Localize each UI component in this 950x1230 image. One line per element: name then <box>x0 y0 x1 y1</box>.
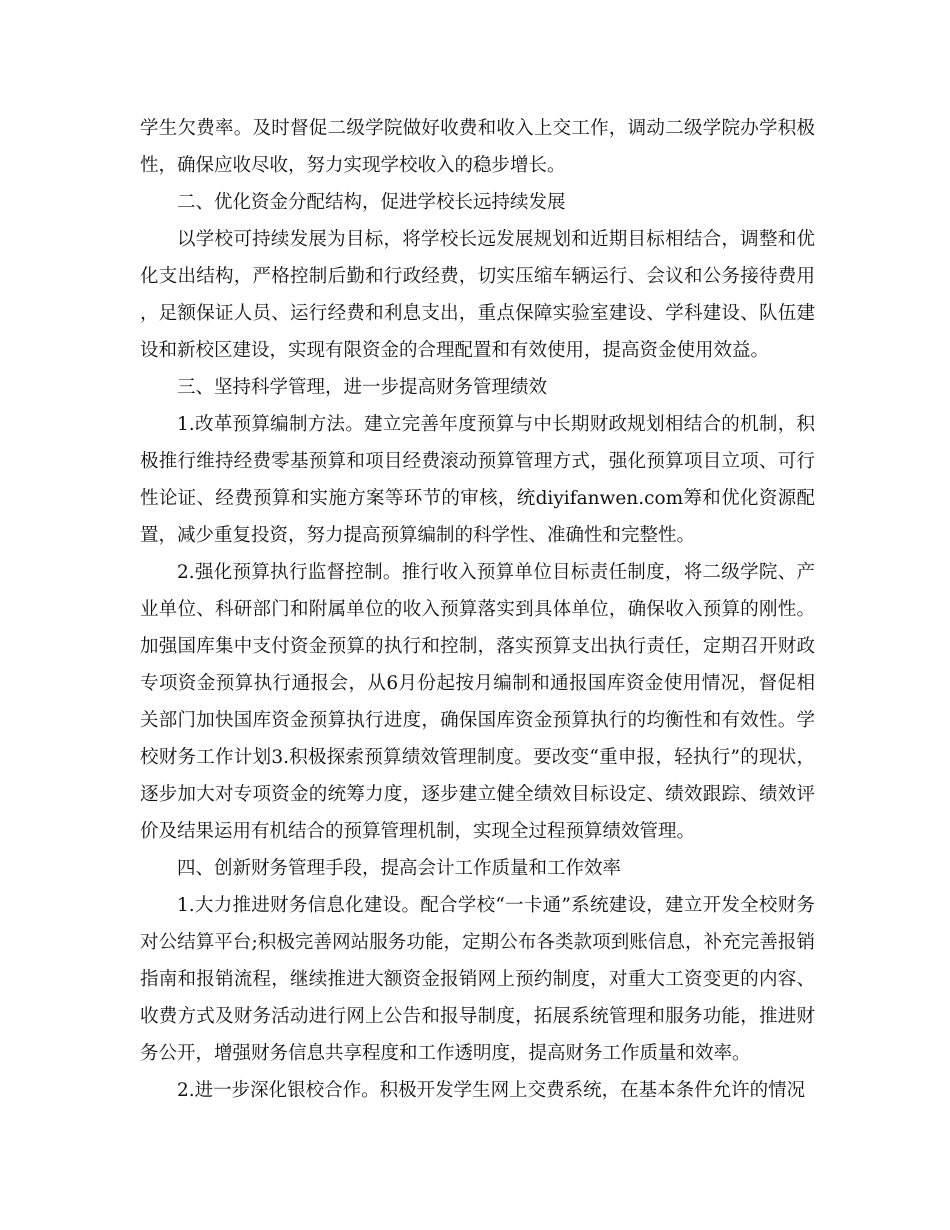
paragraph: 2.进一步深化银校合作。积极开发学生网上交费系统，在基本条件允许的情况 <box>177 1080 806 1101</box>
paragraph: 1.改革预算编制方法。建立完善年度预算与中长期财政规划相结合的机制，积极推行维持经费零基预算和项目经费滚动预算管理方式，强化预算项目立项、可行性论证、经费预算和实施方案等环节的审核，统diyifanwen.com筹和优化资源配置，减少重复投资，努力提高预算编制的科学性、准确性和完整性。 <box>140 414 815 546</box>
section-heading-3: 三、坚持科学管理，进一步提高财务管理绩效 <box>177 377 548 398</box>
paragraph: 以学校可持续发展为目标，将学校长远发展规划和近期目标相结合，调整和优化支出结构，严格控制后勤和行政经费，切实压缩车辆运行、会议和公务接待费用，足额保证人员、运行经费和利息支出，重点保障实验室建设、学科建设、队伍建设和新校区建设，实现有限资金的合理配置和有效使用，提高资金使用效益。 <box>140 229 815 361</box>
paragraph: 2.强化预算执行监督控制。推行收入预算单位目标责任制度，将二级学院、产业单位、科研部门和附属单位的收入预算落实到具体单位，确保收入预算的刚性。加强国库集中支付资金预算的执行和控制，落实预算支出执行责任，定期召开财政专项资金预算执行通报会，从6月份起按月编制和通报国库资金使用情况，督促相关部门加快国库资金预算执行进度，确保国库资金预算执行的均衡性和有效性。学校财务工作计划3.积极探索预算绩效管理制度。要改变“重申报，轻执行”的现状，逐步加大对专项资金的统筹力度，逐步建立健全绩效目标设定、绩效跟踪、绩效评价及结果运用有机结合的预算管理机制，实现全过程预算绩效管理。 <box>140 562 815 842</box>
document-body <box>140 110 815 1109</box>
paragraph: 1.大力推进财务信息化建设。配合学校“一卡通”系统建设，建立开发全校财务对公结算平台;积极完善网站服务功能，定期公布各类款项到账信息，补充完善报销指南和报销流程，继续推进大额资金报销网上预约制度，对重大工资变更的内容、收费方式及财务活动进行网上公告和报导制度，拓展系统管理和服务功能，推进财务公开，增强财务信息共享程度和工作透明度，提高财务工作质量和效率。 <box>140 895 815 1064</box>
section-heading-2: 二、优化资金分配结构，促进学校长远持续发展 <box>177 192 566 213</box>
paragraph-continued: 学生欠费率。及时督促二级学院做好收费和收入上交工作，调动二级学院办学积极性，确保应收尽收，努力实现学校收入的稳步增长。 <box>140 118 815 176</box>
section-heading-4: 四、创新财务管理手段，提高会计工作质量和工作效率 <box>177 858 622 879</box>
